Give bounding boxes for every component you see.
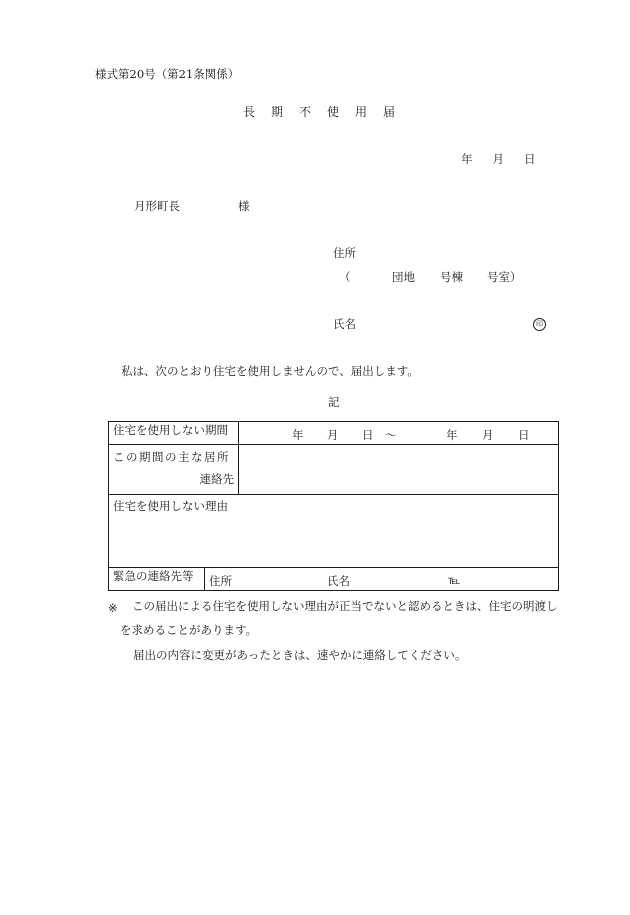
emergency-label: 緊急の連絡先等 (109, 568, 205, 591)
emergency-tel-label: ℡ (448, 573, 461, 587)
emergency-row (109, 568, 559, 591)
residence-label (109, 445, 239, 495)
emergency-field[interactable] (205, 568, 559, 591)
period-field[interactable] (239, 422, 559, 445)
note-line-1: この届出による住宅を使用しない理由が正当でないと認めるときは、住宅の明渡し (132, 599, 558, 613)
address-paren-open: （ (339, 270, 351, 284)
notification-table (108, 421, 559, 591)
period-month-2: 月 (482, 428, 494, 442)
addressee-honorific: 様 (238, 199, 250, 213)
statement-text: 私は、次のとおり住宅を使用しませんので、届出します。 (121, 364, 419, 378)
period-row (109, 422, 559, 445)
reason-label: 住宅を使用しない理由 (113, 499, 228, 513)
document-title: 長期不使用届 (243, 105, 412, 119)
period-year-2: 年 (446, 428, 458, 442)
note-mark: ※ (108, 601, 118, 615)
form-number: 様式第20号（第21条関係） (95, 67, 240, 81)
reason-field[interactable] (109, 495, 559, 568)
emergency-name-label: 氏名 (327, 574, 350, 588)
period-tilde: ～ (385, 428, 397, 442)
addressee-name: 月形町長 (134, 199, 180, 213)
period-year-1: 年 (292, 428, 304, 442)
period-label: 住宅を使用しない期間 (109, 422, 239, 445)
period-month-1: 月 (327, 428, 339, 442)
note-line-2: を求めることがあります。 (120, 623, 258, 637)
emergency-address-label: 住所 (209, 574, 232, 588)
note-line-3: 届出の内容に変更があったときは、速やかに連絡してください。 (133, 648, 467, 662)
residence-label-line1: この期間の主な居所 (113, 450, 230, 464)
date-month: 月 (492, 152, 504, 166)
applicant-address-label: 住所 (333, 246, 356, 260)
address-building-number: 号棟 (440, 270, 463, 284)
date-day: 日 (524, 152, 536, 166)
residence-row (109, 445, 559, 495)
residence-label-line2: 連絡先 (199, 472, 234, 486)
residence-field[interactable] (239, 445, 559, 495)
date-line (461, 154, 536, 166)
address-room-number: 号室） (487, 270, 522, 284)
period-day-2: 日 (518, 428, 530, 442)
ki-heading: 記 (328, 395, 340, 409)
address-danchi: 団地 (392, 270, 415, 284)
applicant-name-label: 氏名 (333, 317, 356, 331)
period-day-1: 日 (362, 428, 374, 442)
date-year: 年 (461, 152, 473, 166)
reason-row (109, 495, 559, 568)
seal-icon: 印 (533, 318, 546, 331)
